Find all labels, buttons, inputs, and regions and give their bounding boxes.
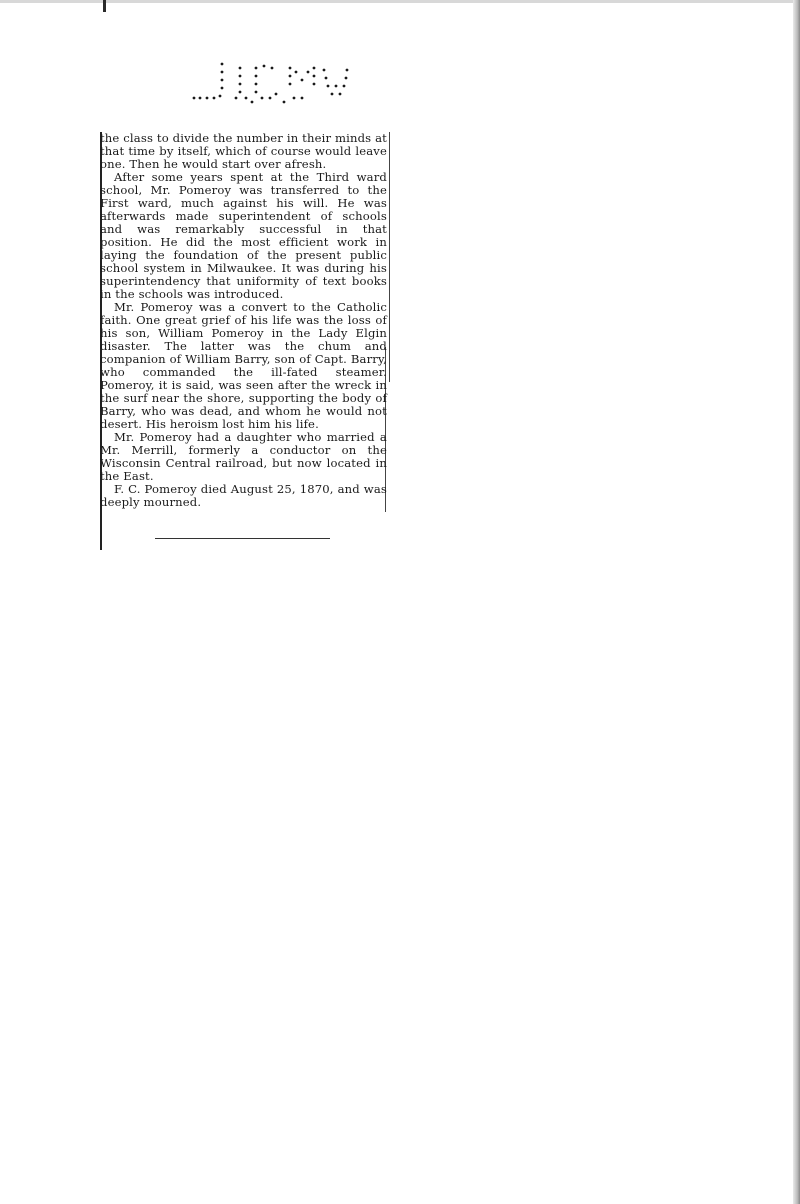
newspaper-clipping [100, 132, 390, 550]
article-paragraph: After some years spent at the Third ward school, Mr. Pomeroy was transferred to the First ward, much against his will. He was afterwards made superintendent of schools and was remarkably successful in that position. He did the most efficient work in laying the foundation of the present public school system in Milwaukee. It was during his superintendency that uniformity of text books in the schools was introduced. [100, 170, 387, 301]
article-body [100, 132, 387, 509]
clipping-right-border [389, 132, 390, 382]
article-paragraph: Mr. Pomeroy had a daughter who married a Mr. Merrill, formerly a conductor on the Wisconsin Central railroad, but now located in the East. [100, 430, 387, 483]
article-paragraph: Mr. Pomeroy was a convert to the Catholic faith. One great grief of his life was the loss of his son, William Pomeroy in the Lady Elgin disaster. The latter was the chum and companion of William Barry, son of Capt. Barry, who commanded the ill-fated steamer. Pomeroy, it is said, was seen after the wreck in the surf near the shore, supporting the body of Barry, who was dead, and whom he would not desert. His heroism lost him his life. [100, 300, 387, 431]
perforated-stamp-icon [190, 58, 350, 110]
page-right-edge [793, 0, 800, 1204]
article-end-rule [155, 538, 330, 539]
article-paragraph: the class to divide the number in their minds at that time by itself, which of course would leave one. Then he would start over afresh. [100, 131, 387, 171]
page-top-edge [0, 0, 793, 3]
article-paragraph: F. C. Pomeroy died August 25, 1870, and was deeply mourned. [100, 482, 387, 509]
stray-mark-top [103, 0, 106, 12]
